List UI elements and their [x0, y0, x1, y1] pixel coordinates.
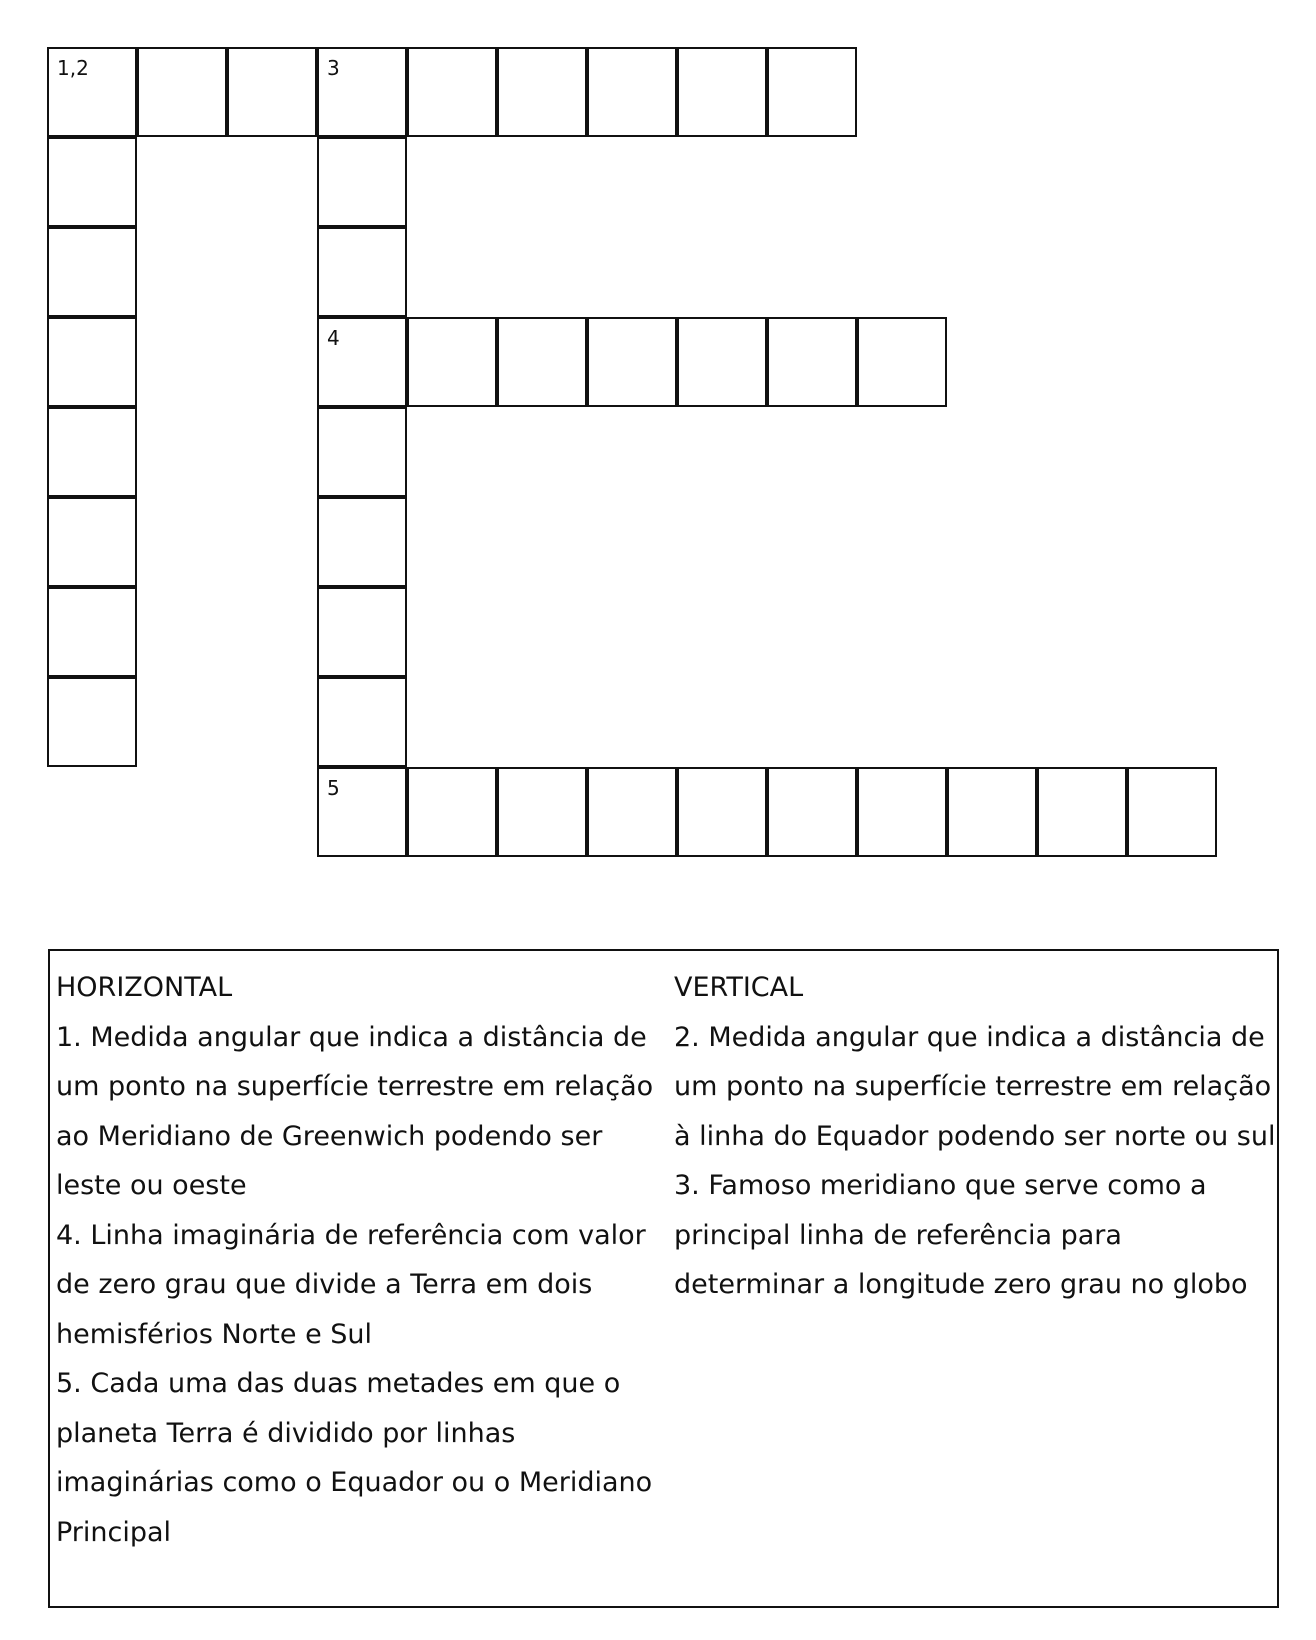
- crossword-cell[interactable]: [47, 47, 137, 137]
- crossword-cell[interactable]: [497, 47, 587, 137]
- clue-line: 1. Medida angular que indica a distância de: [56, 1021, 647, 1053]
- horizontal-clues: [56, 963, 666, 1557]
- crossword-cell[interactable]: [767, 767, 857, 857]
- crossword-cell[interactable]: [407, 317, 497, 407]
- crossword-cell[interactable]: [497, 767, 587, 857]
- clue-line: determinar a longitude zero grau no globo: [674, 1269, 1248, 1300]
- cell-number: 5: [327, 776, 340, 800]
- crossword-cell[interactable]: [317, 137, 407, 227]
- crossword-cell[interactable]: [587, 47, 677, 137]
- crossword-cell[interactable]: [227, 47, 317, 137]
- clue-line: 4. Linha imaginária de referência com valor: [56, 1219, 646, 1251]
- crossword-cell[interactable]: [47, 677, 137, 767]
- clue-line: 5. Cada uma das duas metades em que o: [56, 1368, 621, 1399]
- clues-box: [48, 949, 1279, 1608]
- crossword-cell[interactable]: [767, 317, 857, 407]
- crossword-cell[interactable]: [317, 317, 407, 407]
- crossword-cell[interactable]: [1127, 767, 1217, 857]
- crossword-cell[interactable]: [317, 497, 407, 587]
- clue-line: um ponto na superfície terrestre em relação: [674, 1071, 1272, 1102]
- crossword-cell[interactable]: [317, 47, 407, 137]
- crossword-cell[interactable]: [857, 317, 947, 407]
- clue-line: à linha do Equador podendo ser norte ou sul: [674, 1120, 1276, 1152]
- clue-line: hemisférios Norte e Sul: [56, 1318, 373, 1350]
- clue-line: imaginárias como o Equador ou o Meridiano: [56, 1467, 653, 1498]
- crossword-cell[interactable]: [317, 227, 407, 317]
- crossword-cell[interactable]: [47, 407, 137, 497]
- crossword-cell[interactable]: [497, 317, 587, 407]
- clue-line: principal linha de referência para: [674, 1219, 1122, 1251]
- clue-line: um ponto na superfície terrestre em relação: [56, 1071, 654, 1102]
- clue-line: planeta Terra é dividido por linhas: [56, 1417, 516, 1449]
- clue-line: leste ou oeste: [56, 1170, 247, 1201]
- crossword-cell[interactable]: [677, 47, 767, 137]
- crossword-cell[interactable]: [47, 587, 137, 677]
- crossword-cell[interactable]: [587, 767, 677, 857]
- crossword-cell[interactable]: [47, 317, 137, 407]
- crossword-cell[interactable]: [317, 767, 407, 857]
- clue-line: Principal: [56, 1516, 172, 1548]
- crossword-cell[interactable]: [47, 137, 137, 227]
- crossword-cell[interactable]: [47, 497, 137, 587]
- crossword-cell[interactable]: [137, 47, 227, 137]
- horizontal-heading: HORIZONTAL: [56, 972, 233, 1003]
- crossword-cell[interactable]: [47, 227, 137, 317]
- vertical-heading: VERTICAL: [674, 972, 804, 1003]
- clue-line: 2. Medida angular que indica a distância de: [674, 1021, 1265, 1053]
- crossword-cell[interactable]: [407, 767, 497, 857]
- clue-line: ao Meridiano de Greenwich podendo ser: [56, 1120, 603, 1152]
- crossword-cell[interactable]: [677, 317, 767, 407]
- cell-number: 4: [327, 326, 340, 350]
- clue-line: de zero grau que divide a Terra em dois: [56, 1269, 593, 1300]
- cell-number: 1,2: [57, 56, 89, 80]
- crossword-cell[interactable]: [1037, 767, 1127, 857]
- vertical-clues: [674, 963, 1274, 1310]
- cell-number: 3: [327, 56, 340, 80]
- crossword-cell[interactable]: [857, 767, 947, 857]
- crossword-cell[interactable]: [317, 677, 407, 767]
- crossword-cell[interactable]: [407, 47, 497, 137]
- crossword-cell[interactable]: [317, 587, 407, 677]
- crossword-cell[interactable]: [947, 767, 1037, 857]
- crossword-cell[interactable]: [767, 47, 857, 137]
- crossword-cell[interactable]: [317, 407, 407, 497]
- crossword-cell[interactable]: [587, 317, 677, 407]
- crossword-cell[interactable]: [677, 767, 767, 857]
- clue-line: 3. Famoso meridiano que serve como a: [674, 1170, 1207, 1201]
